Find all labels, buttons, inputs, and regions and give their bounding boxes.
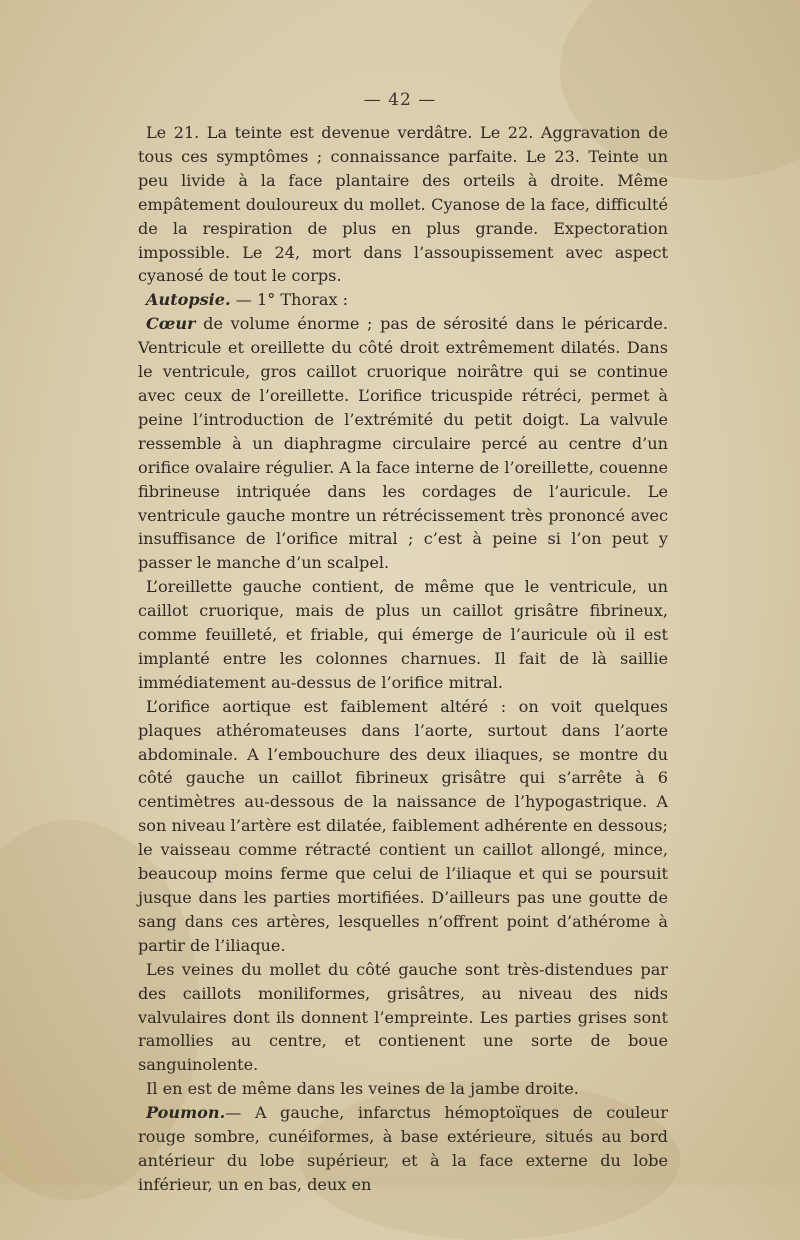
section-heading: Autopsie.: [146, 290, 231, 310]
paragraph: [138, 958, 668, 1078]
body-text: [138, 121, 668, 1197]
paragraph: [138, 121, 668, 288]
paragraph-text: de volume énorme ; pas de sérosité dans le péricarde. Ventricule et oreillette du côté droit extrêmement dilatés. Dans le ventricule, gros caillot cruorique noirâtre qui se continue avec ceux de l’oreillette. L’orifice tricuspide rétréci, permet à peine l’introduction de l’extrémité du petit doigt. La valvule ressemble à un diaphragme circulaire percé au centre d’un orifice ovalaire régulier. A la face interne de l’oreillette, couenne fibrineuse intriquée dans les cordages de l’auricule. Le ventricule gauche montre un rétrécissement très prononcé avec insuffisance de l’orifice mitral ; c’est à peine si l’on peut y passer le manche d’un scalpel.: [138, 314, 668, 573]
paragraph-text: — A gauche, infarctus hémoptoïques de couleur rouge sombre, cunéiformes, à base extérieure, situés au bord antérieur du lobe supérieur, et à la face externe du lobe inférieur, un en bas, deux en: [138, 1103, 668, 1194]
paragraph: [138, 288, 668, 312]
paragraph-text: — 1° Thorax :: [230, 290, 349, 310]
paragraph: [138, 695, 668, 958]
section-heading: Cœur: [146, 314, 196, 334]
paragraph-text: Le 21. La teinte est devenue verdâtre. Le 22. Aggravation de tous ces symptômes ; connaissance parfaite. Le 23. Teinte un peu livide à la face plantaire des orteils à droite. Même empâtement douloureux du mollet. Cyanose de la face, difficulté de la respiration de plus en plus grande. Expectoration impossible. Le 24, mort dans l’assoupissement avec aspect cyanosé de tout le corps.: [138, 123, 668, 286]
paragraph-text: Il en est de même dans les veines de la jambe droite.: [146, 1079, 579, 1099]
paragraph: [138, 575, 668, 695]
paragraph-text: L’orifice aortique est faiblement altéré : on voit quelques plaques athéromateuses dans l’aorte, surtout dans l’aorte abdominale. A l’embouchure des deux iliaques, se montre du côté gauche un caillot fibrineux grisâtre qui s’arrête à 6 centimètres au-dessous de la naissance de l’hypogastrique. A son niveau l’artère est dilatée, faiblement adhérente en dessous; le vaisseau comme rétracté contient un caillot allongé, mince, beaucoup moins ferme que celui de l’iliaque et qui se poursuit jusque dans les parties mortifiées. D’ailleurs pas une goutte de sang dans ces artères, lesquelles n’offrent point d’athérome à partir de l’iliaque.: [138, 696, 668, 955]
paragraph-text: L’oreillette gauche contient, de même que le ventricule, un caillot cruorique, mais de plus un caillot grisâtre fibrineux, comme feuilleté, et friable, qui émerge de l’auricule où il est implanté entre les colonnes charnues. Il fait de là saillie immédiatement au-dessus de l’orifice mitral.: [138, 577, 668, 692]
paragraph: [138, 1077, 668, 1101]
paragraph: [138, 1101, 668, 1197]
page-number: — 42 —: [363, 90, 437, 110]
paragraph-text: Les veines du mollet du côté gauche sont très-distendues par des caillots moniliformes, grisâtres, au niveau des nids valvulaires dont ils donnent l’empreinte. Les parties grises sont ramollies au centre, et contienent une sorte de boue sanguinolente.: [138, 959, 668, 1075]
paragraph: [138, 312, 668, 575]
section-heading: Poumon.: [146, 1103, 226, 1123]
